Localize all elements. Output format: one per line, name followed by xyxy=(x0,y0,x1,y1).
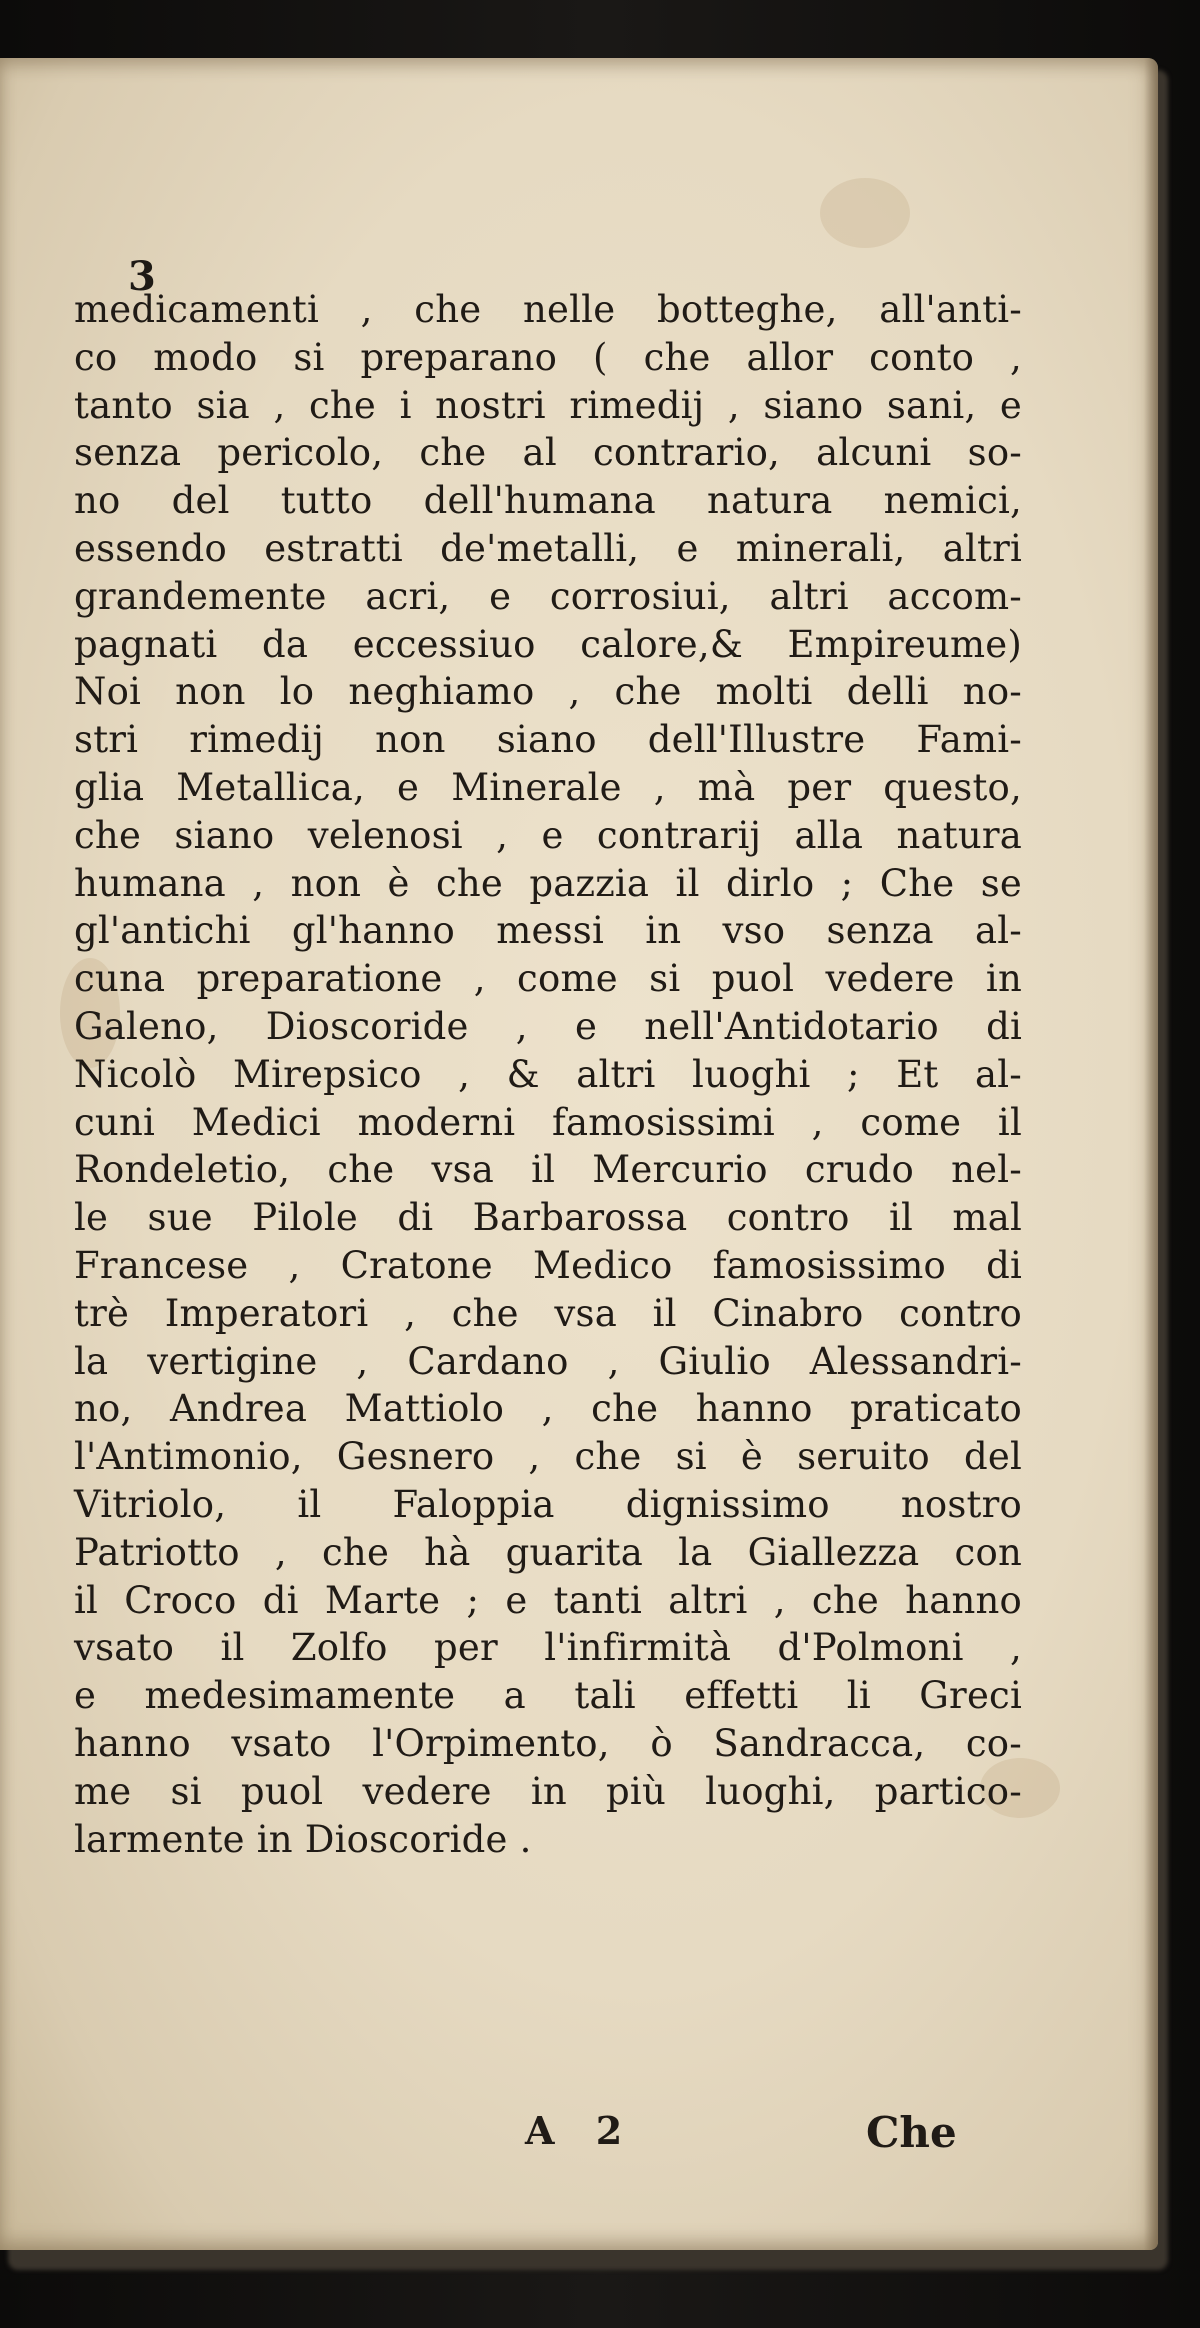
text-line: e medesimamente a tali effetti li Greci xyxy=(74,1674,1022,1718)
text-line: grandemente acri, e corrosiui, altri accom- xyxy=(74,574,1022,618)
text-line: la vertigine , Cardano , Giulio Alessandri- xyxy=(74,1339,1022,1383)
text-line: larmente in Dioscoride . xyxy=(74,1817,532,1861)
text-line: me si puol vedere in più luoghi, partico- xyxy=(74,1769,1022,1813)
text-line: l'Antimonio, Gesnero , che si è seruito del xyxy=(74,1435,1022,1479)
body-text xyxy=(74,286,1022,1863)
text-line: stri rimedij non siano dell'Illustre Fami- xyxy=(74,718,1022,762)
text-line: hanno vsato l'Orpimento, ò Sandracca, co- xyxy=(74,1721,1022,1765)
text-line: senza pericolo, che al contrario, alcuni so- xyxy=(74,431,1022,475)
text-line: co modo si preparano ( che allor conto , xyxy=(74,335,1022,379)
foxing-stain xyxy=(820,178,910,248)
text-line: gl'antichi gl'hanno messi in vso senza al- xyxy=(74,909,1022,953)
text-line: Rondeletio, che vsa il Mercurio crudo nel- xyxy=(74,1148,1022,1192)
text-line: cuna preparatione , come si puol vedere in xyxy=(74,957,1022,1001)
page-edge xyxy=(1144,58,1158,2250)
text-line: trè Imperatori , che vsa il Cinabro contro xyxy=(74,1291,1022,1335)
text-line: essendo estratti de'metalli, e minerali, altri xyxy=(74,526,1022,570)
text-line: Francese , Cratone Medico famosissimo di xyxy=(74,1243,1022,1287)
text-line: che siano velenosi , e contrarij alla natura xyxy=(74,813,1022,857)
page-number: 3 xyxy=(128,253,156,300)
text-line: tanto sia , che i nostri rimedij , siano sani, e xyxy=(74,383,1022,427)
page-footer xyxy=(0,2108,1158,2168)
text-line: Noi non lo neghiamo , che molti delli no- xyxy=(74,670,1022,714)
text-line: pagnati da eccessiuo calore,& Empireume) xyxy=(74,622,1022,666)
text-line: no, Andrea Mattiolo , che hanno praticato xyxy=(74,1387,1022,1431)
signature-mark: A 2 xyxy=(525,2108,623,2153)
text-line: il Croco di Marte ; e tanti altri , che hanno xyxy=(74,1578,1022,1622)
text-line: humana , non è che pazzia il dirlo ; Che se xyxy=(74,861,1022,905)
text-line: Vitriolo, il Faloppia dignissimo nostro xyxy=(74,1482,1022,1526)
catchword: Che xyxy=(866,2108,957,2157)
text-line: Nicolò Mirepsico , & altri luoghi ; Et al- xyxy=(74,1052,1022,1096)
text-line: glia Metallica, e Minerale , mà per questo, xyxy=(74,765,1022,809)
book-page xyxy=(0,58,1158,2250)
text-line: no del tutto dell'humana natura nemici, xyxy=(74,479,1022,523)
text-line: medicamenti , che nelle botteghe, all'anti- xyxy=(74,288,1022,331)
text-line: le sue Pilole di Barbarossa contro il mal xyxy=(74,1196,1022,1240)
text-line: Patriotto , che hà guarita la Giallezza con xyxy=(74,1530,1022,1574)
text-line: cuni Medici moderni famosissimi , come il xyxy=(74,1100,1022,1144)
text-line: Galeno, Dioscoride , e nell'Antidotario di xyxy=(74,1004,1022,1048)
text-line: vsato il Zolfo per l'infirmità d'Polmoni , xyxy=(74,1626,1022,1670)
